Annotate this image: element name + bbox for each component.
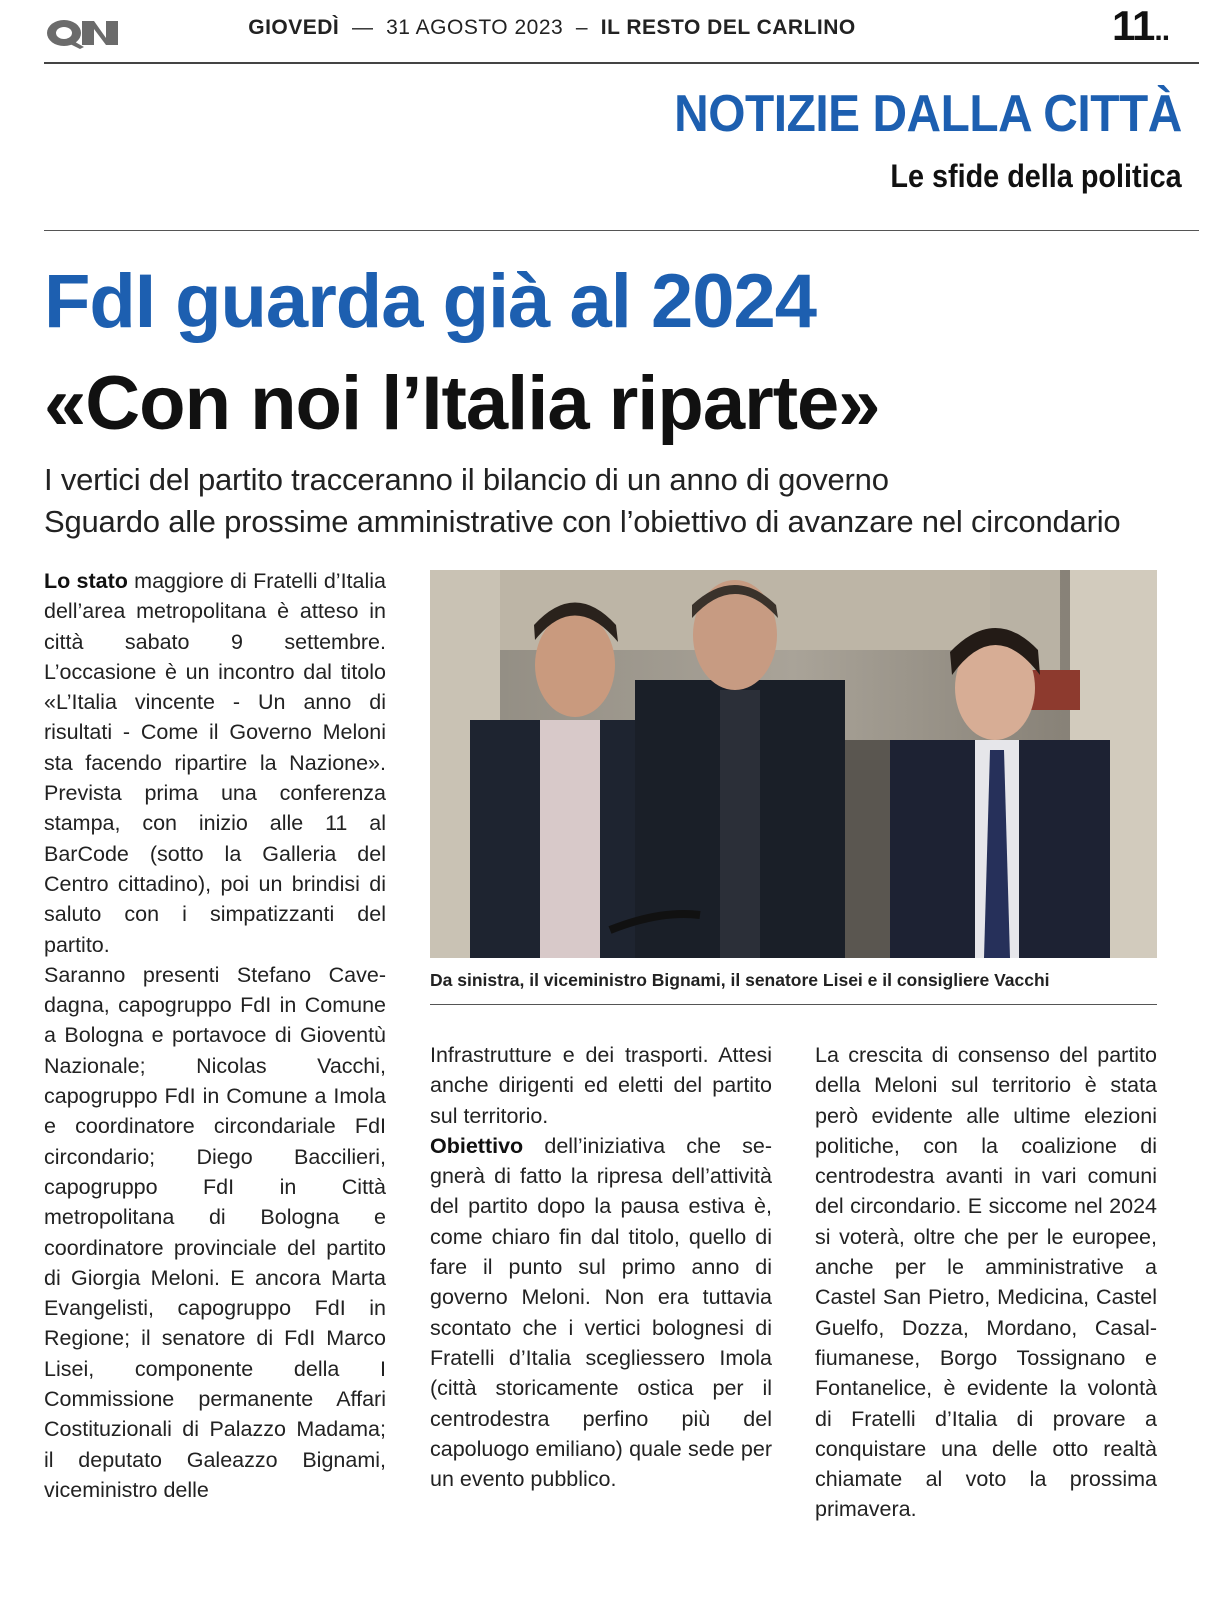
- paragraph: La crescita di consenso del partito della Meloni sul territorio è stata però evidente alle ultime elezioni politiche, con la coalizione di centrodestra avanti in vari comuni del circondario. E siccome nel 2024 si voterà, oltre che per le europee, anche per le amministrative a Castel San Pietro, Medicina, Castel Guelfo, Dozza, Mordano, Casalfiumanese, Borgo Tossignano e Fontanelice, è evidente la volontà di Fratelli d’Italia di provare a conquistare una delle otto realtà chiamate al voto la prossima primavera.: [815, 1043, 1157, 1522]
- deck-line-2: Sguardo alle prossime amministrative con l’obiettivo di avanzare nel circondario: [44, 504, 1121, 539]
- masthead-dateline: [122, 16, 982, 40]
- photo-caption: Da sinistra, il viceministro Bignami, il senatore Lisei e il consigliere Vacchi: [430, 970, 1050, 990]
- caption-rule: [430, 1004, 1157, 1005]
- article-column-1: [44, 566, 386, 1566]
- paragraph-text: dell’iniziativa che segnerà di fatto la ripresa dell’attività del partito dopo la pausa estiva è, come chiaro fin dal titolo, quello di fare il punto sul primo anno di governo Meloni. Non era tuttavia scontato che i vertici bolognesi di Fratelli d’Italia scegliessero Imola (città storicamente ostica per il centrodestra perfino più del capoluogo emiliano) quale sede per un evento pubblico.: [430, 1133, 772, 1492]
- page-number-value: 11: [1112, 2, 1155, 49]
- qn-logo: [44, 12, 124, 52]
- article-column-3: [815, 1040, 1157, 1560]
- masthead-separator: —: [345, 16, 380, 39]
- paragraph: Infrastrutture e dei trasporti. Attesi anche dirigenti ed eletti del partito sul territorio.: [430, 1043, 772, 1128]
- photo-illustration: [430, 570, 1157, 958]
- section-title: NOTIZIE DALLA CITTÀ: [674, 85, 1182, 143]
- paragraph: [44, 566, 386, 960]
- masthead-day: GIOVEDÌ: [248, 16, 340, 39]
- paragraph-text: maggiore di Fratelli d’Italia dell’area metropolitana è atteso in città sabato 9 settembre. L’occasione è un incontro dal titolo «L’Italia vincente - Un anno di risultati - Come il Governo Meloni sta facendo ripartire la Nazione». Prevista prima una conferenza stampa, con inizio alle 11 al BarCode (sotto la Galleria del Centro cittadino), poi un brindisi di saluto con i simpatizzanti del partito.: [44, 569, 386, 957]
- article-column-2: [430, 1040, 772, 1560]
- lead-in: Obiettivo: [430, 1133, 524, 1158]
- masthead-rule: [44, 62, 1199, 64]
- headline-quote: «Con noi l’Italia riparte»: [44, 361, 880, 446]
- paragraph: Saranno presenti Stefano Cavedagna, capogruppo FdI in Comune a Bologna e portavoce di Gioventù Nazionale; Nicolas Vacchi, capogruppo FdI in Comune a Imola e coordinatore circondariale FdI circondario; Diego Baccilieri, capogruppo FdI in Città metropolitana di Bologna e coordinatore provinciale del partito di Giorgia Meloni. E ancora Marta Evangelisti, capogruppo FdI in Regione; il senatore di FdI Marco Lisei, componente della I Commissione permanente Affari Costituzionali di Palazzo Madama; il deputato Galeazzo Bignami, viceministro delle: [44, 962, 386, 1502]
- paragraph: [430, 1131, 772, 1495]
- lead-in: Lo stato: [44, 569, 128, 593]
- deck-line-1: I vertici del partito tracceranno il bilancio di un anno di governo: [44, 462, 889, 497]
- page-number: [1112, 2, 1169, 50]
- masthead-separator: –: [569, 16, 595, 39]
- section-rule: [44, 230, 1199, 231]
- headline-primary: FdI guarda già al 2024: [44, 259, 817, 344]
- section-subtitle: Le sfide della politica: [890, 158, 1182, 194]
- page-number-dots: ..: [1154, 14, 1170, 47]
- article-photo: [430, 570, 1157, 958]
- masthead-paper: IL RESTO DEL CARLINO: [600, 16, 856, 39]
- masthead-date: 31 AGOSTO 2023: [386, 16, 564, 39]
